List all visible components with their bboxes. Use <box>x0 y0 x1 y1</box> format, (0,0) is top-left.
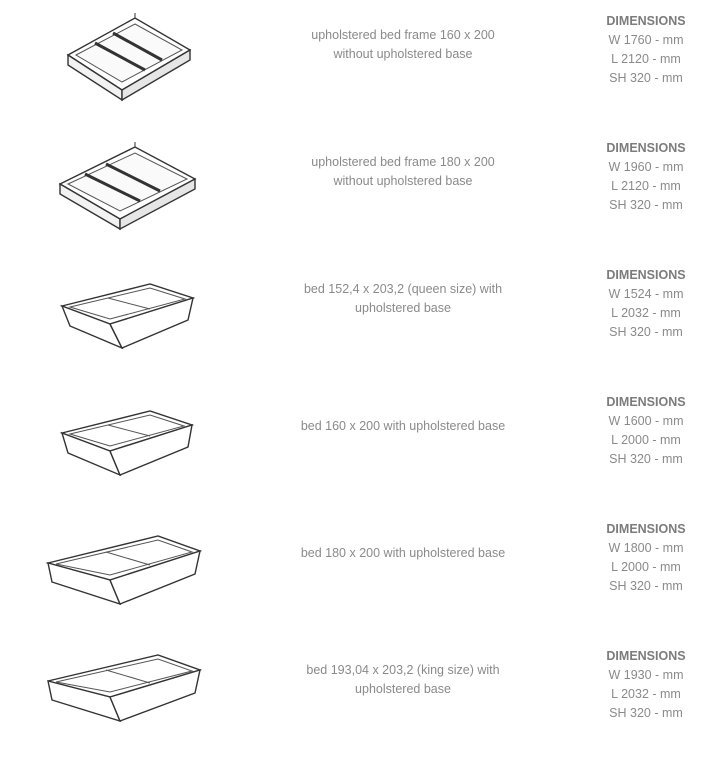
description-line-1: bed 152,4 x 203,2 (queen size) with <box>303 282 503 296</box>
dimensions-title: DIMENSIONS <box>606 522 686 536</box>
dimension-width: W 1960 - mm <box>608 160 684 174</box>
dimension-height: SH 320 - mm <box>609 579 683 593</box>
product-description <box>268 544 538 563</box>
product-description <box>268 26 538 64</box>
dimensions-title: DIMENSIONS <box>606 395 686 409</box>
product-row <box>0 391 718 517</box>
dimension-width: W 1760 - mm <box>608 33 684 47</box>
dimensions-block <box>590 520 702 596</box>
dimensions-title: DIMENSIONS <box>606 141 686 155</box>
product-row <box>0 137 718 263</box>
description-line-1: upholstered bed frame 180 x 200 <box>311 155 495 169</box>
dimension-width: W 1600 - mm <box>608 414 684 428</box>
description-line-1: bed 193,04 x 203,2 (king size) with <box>306 663 500 677</box>
description-line-2: without upholstered base <box>333 174 473 188</box>
bed-base-icon <box>40 264 210 374</box>
bed-frame-slats-icon <box>40 10 210 120</box>
dimension-height: SH 320 - mm <box>609 325 683 339</box>
dimension-length: L 2000 - mm <box>611 433 681 447</box>
dimension-length: L 2000 - mm <box>611 560 681 574</box>
dimensions-block <box>590 12 702 88</box>
product-row <box>0 645 718 771</box>
dimension-length: L 2120 - mm <box>611 52 681 66</box>
dimension-length: L 2032 - mm <box>611 687 681 701</box>
product-description <box>268 417 538 436</box>
product-description <box>268 280 538 318</box>
product-description <box>268 153 538 191</box>
dimensions-title: DIMENSIONS <box>606 649 686 663</box>
dimension-width: W 1930 - mm <box>608 668 684 682</box>
dimensions-block <box>590 647 702 723</box>
bed-base-icon <box>40 645 210 755</box>
dimension-length: L 2120 - mm <box>611 179 681 193</box>
description-line-1: upholstered bed frame 160 x 200 <box>311 28 495 42</box>
dimension-width: W 1800 - mm <box>608 541 684 555</box>
bed-base-icon <box>40 391 210 501</box>
dimension-height: SH 320 - mm <box>609 71 683 85</box>
dimensions-block <box>590 139 702 215</box>
bed-base-icon <box>40 518 210 628</box>
dimensions-block <box>590 393 702 469</box>
description-line-1: bed 160 x 200 with upholstered base <box>300 419 506 433</box>
dimension-length: L 2032 - mm <box>611 306 681 320</box>
description-line-2: without upholstered base <box>333 47 473 61</box>
dimension-height: SH 320 - mm <box>609 452 683 466</box>
description-line-1: bed 180 x 200 with upholstered base <box>300 546 506 560</box>
dimension-height: SH 320 - mm <box>609 706 683 720</box>
product-description <box>268 661 538 699</box>
description-line-2: upholstered base <box>355 301 451 315</box>
dimensions-block <box>590 266 702 342</box>
dimension-height: SH 320 - mm <box>609 198 683 212</box>
bed-frame-slats-icon <box>40 137 210 247</box>
description-line-2: upholstered base <box>355 682 451 696</box>
dimensions-title: DIMENSIONS <box>606 268 686 282</box>
dimensions-title: DIMENSIONS <box>606 14 686 28</box>
product-row <box>0 518 718 644</box>
product-row <box>0 10 718 136</box>
dimension-width: W 1524 - mm <box>608 287 684 301</box>
product-row <box>0 264 718 390</box>
